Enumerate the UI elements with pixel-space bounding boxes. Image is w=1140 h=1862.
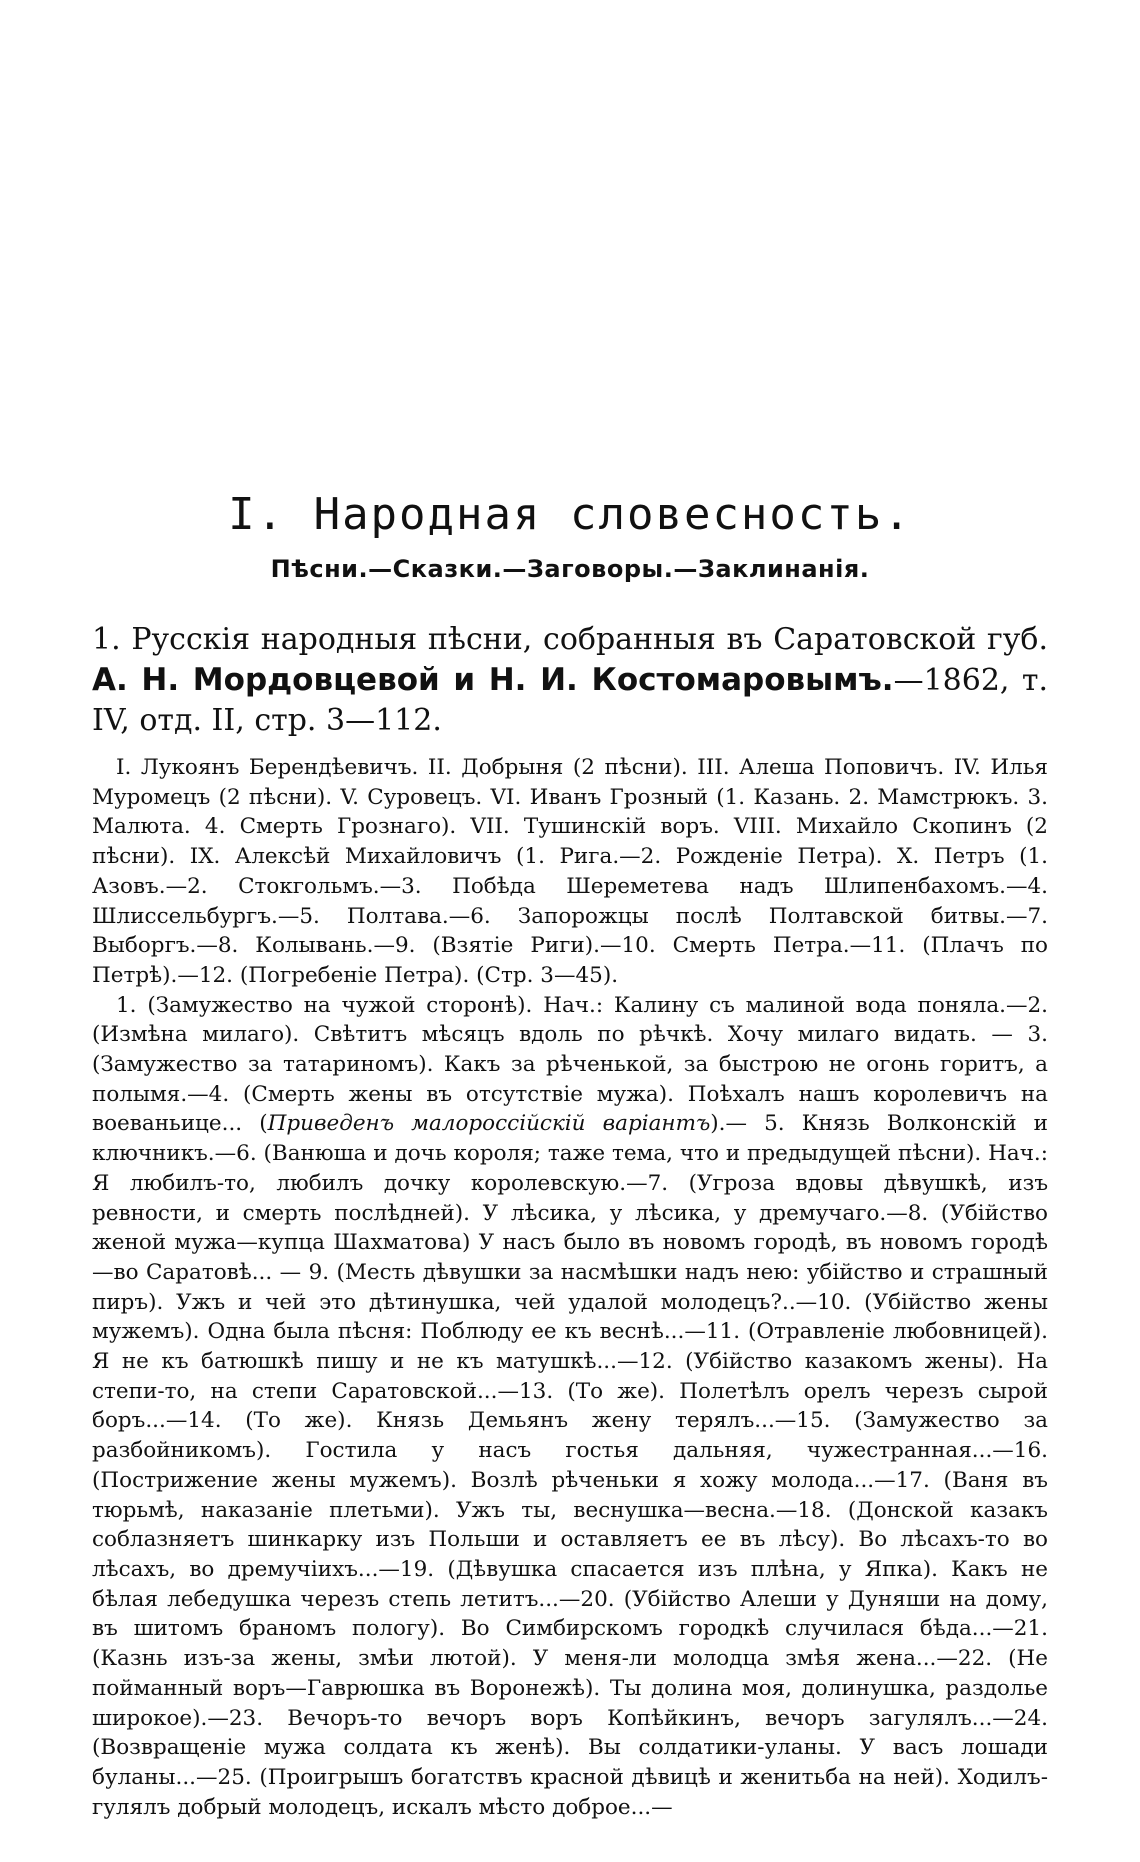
entry-number: 1. <box>92 622 121 657</box>
entry-title: Русскія народныя пѣсни, собранныя въ Саратовской губ. <box>131 622 1048 657</box>
entry-heading <box>92 620 1048 741</box>
contents-paragraph: I. Лукоянъ Берендѣевичъ. II. Добрыня (2 пѣсни). III. Алеша Поповичъ. IV. Илья Муромецъ (2 пѣсни). V. Суровецъ. VI. Иванъ Грозный (1. Казань. 2. Мамстрюкъ. 3. Малюта. 4. Смерть Грознаго). VII. Тушинскій воръ. VIII. Михайло Скопинъ (2 пѣсни). IX. Алексѣй Михайловичъ (1. Рига.—2. Рожденіе Петра). X. Петръ (1. Азовъ.—2. Стокгольмъ.—3. Побѣда Шереметева надъ Шлипенбахомъ.—4. Шлиссельбургъ.—5. Полтава.—6. Запорожцы послѣ Полтавской битвы.—7. Выборгъ.—8. Колывань.—9. (Взятіе Риги).—10. Смерть Петра.—11. (Плачъ по Петрѣ).—12. (Погребеніе Петра). (Стр. 3—45). <box>92 755 1048 988</box>
songs-paragraph <box>92 991 1048 1823</box>
songs-text-part1: 1. (Замужество на чужой сторонѣ). Нач.: Калину съ малиной вода поняла.—2. (Измѣна милаго). Свѣтитъ мѣсяцъ вдоль по рѣчкѣ. Хочу милаго видать. — 3. (Замужество за татариномъ). Какъ за рѣченькой, за быстрою не огонь горитъ, а полымя.—4. (Смерть жены въ отсутствіе мужа). Поѣхалъ нашъ королевичъ на воеваньице... ( <box>92 992 1048 1137</box>
entry-authors: А. Н. Мордовцевой и Н. И. Костомаровымъ. <box>92 662 894 698</box>
bibliography-entry <box>92 620 1048 1822</box>
songs-text-part2: ).— 5. Князь Волконскій и ключникъ.—6. (Ванюша и дочь короля; таже тема, что и предыдущей пѣсни). Нач.: Я любилъ-то, любилъ дочку королевскую.—7. (Угроза вдовы дѣвушкѣ, изъ ревности, и смерть послѣдней). У лѣсика, у лѣсика, у дремучаго.—8. (Убійство женой мужа—купца Шахматова) У насъ было въ новомъ городѣ, въ новомъ городѣ—во Саратовѣ... — 9. (Месть дѣвушки за насмѣшки надъ нею: убійство и страшный пиръ). Ужъ и чей это дѣтинушка, чей удалой молодецъ?..—10. (Убійство жены мужемъ). Одна была пѣсня: Поблюду ее къ веснѣ...—11. (Отравленіе любовницей). Я не къ батюшкѣ пишу и не къ матушкѣ...—12. (Убійство казакомъ жены). На степи-то, на степи Саратовской...—13. (То же). Полетѣлъ орелъ черезъ сырой боръ...—14. (То же). Князь Демьянъ жену терялъ...—15. (Замужество за разбойникомъ). Гостила у насъ гостья дальняя, чужестранная...—16. (Пострижение жены мужемъ). Возлѣ рѣченьки я хожу молода...—17. (Ваня въ тюрьмѣ, наказаніе плетьми). Ужъ ты, веснушка—весна.—18. (Донской казакъ соблазняетъ шинкарку изъ Польши и оставляетъ ее въ лѣсу). Во лѣсахъ-то во лѣсахъ, во дремучіихъ...—19. (Дѣвушка спасается изъ плѣна, у Япка). Какъ не бѣлая лебедушка черезъ степь летитъ...—20. (Убійство Алеши у Дуняши на дому, въ шитомъ браномъ пологу). Во Симбирскомъ городкѣ случилася бѣда...—21. (Казнь изъ-за жены, змѣи лютой). У меня-ли молодца змѣя жена...—22. (Не пойманный воръ—Гаврюшка въ Воронежѣ). Ты долина моя, долинушка, раздолье широкое).—23. Вечоръ-то вечоръ воръ Копѣйкинъ, вечоръ загулялъ...—24. (Возвращеніе мужа солдата къ женѣ). Вы солдатики-уланы. У васъ лошади буланы...—25. (Проигрышъ богатствъ красной дѣвицѣ и женитьба на ней). Ходилъ-гулялъ добрый молодецъ, искалъ мѣсто доброе...— <box>92 1111 1048 1820</box>
section-title: I. Народная словесность. <box>228 489 912 541</box>
entry-publication: —1862, т. IV, отд. II, стр. 3—112. <box>92 663 1048 738</box>
songs-italic-note: Приведенъ малороссійскій варіантъ <box>267 1111 711 1137</box>
section-subtitle: Пѣсни.—Сказки.—Заговоры.—Заклинанія. <box>270 555 870 583</box>
